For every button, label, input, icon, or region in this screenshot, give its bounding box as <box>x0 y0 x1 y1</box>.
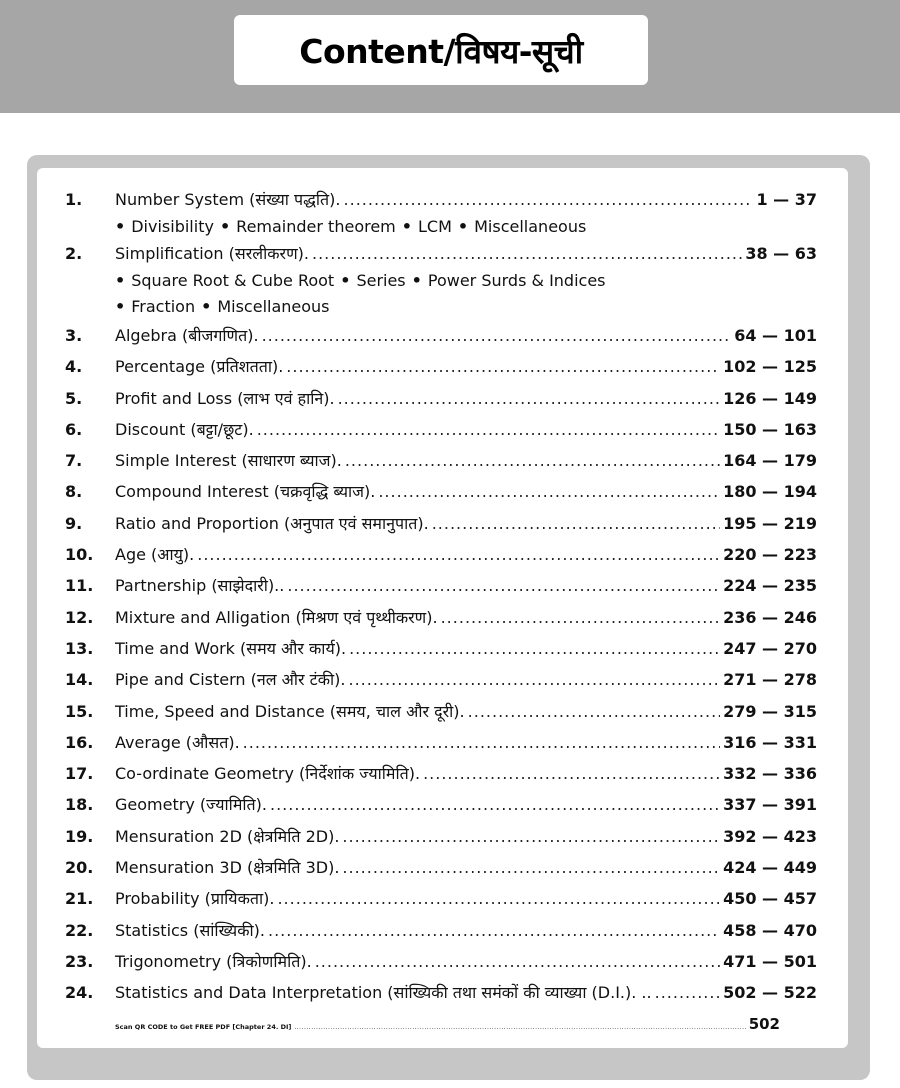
bullet-icon: • <box>115 297 126 316</box>
dot-leader <box>312 240 742 268</box>
toc-number: 3. <box>65 326 83 345</box>
toc-title: Discount (बट्टा/छूट). <box>115 419 254 439</box>
toc-title: Mensuration 2D (क्षेत्रमिति 2D). <box>115 826 340 846</box>
toc-title: Profit and Loss (लाभ एवं हानि). <box>115 388 335 408</box>
dot-leader <box>286 351 720 382</box>
toc-title: Average (औसत). <box>115 732 240 752</box>
toc-subtopic: Divisibility <box>131 217 214 236</box>
toc-number: 16. <box>65 732 94 752</box>
toc-row <box>65 414 817 445</box>
toc-pages: 126 — 149 <box>723 388 817 408</box>
toc-row <box>65 476 817 507</box>
dot-leader <box>270 789 720 820</box>
toc-title: Time, Speed and Distance (समय, चाल और दूरी). <box>115 701 465 721</box>
toc-title: Ratio and Proportion (अनुपात एवं समानुपात). <box>115 513 429 533</box>
toc-row <box>65 696 817 727</box>
title-box <box>234 15 648 85</box>
toc-title: Statistics (सांख्यिकी). <box>115 920 265 940</box>
bullet-icon: • <box>219 217 231 236</box>
toc-subtopic: Miscellaneous <box>217 297 330 316</box>
toc-pages: 236 — 246 <box>723 607 817 627</box>
toc-row <box>65 186 817 214</box>
dot-leader <box>349 664 721 695</box>
toc-subtopic: Power Surds & Indices <box>427 271 606 290</box>
toc-number: 18. <box>65 795 94 815</box>
toc-number: 9. <box>65 513 83 533</box>
toc-number: 23. <box>65 951 94 971</box>
toc-pages: 271 — 278 <box>723 670 817 690</box>
dot-leader <box>423 758 720 789</box>
dot-leader <box>287 570 720 601</box>
toc-subtopic: Fraction <box>131 297 196 316</box>
bullet-icon: • <box>457 217 469 236</box>
toc-number: 22. <box>65 920 94 940</box>
toc-pages: 332 — 336 <box>723 764 817 784</box>
toc-pages: 337 — 391 <box>723 795 817 815</box>
toc-number: 4. <box>65 357 83 377</box>
dot-leader <box>262 320 732 351</box>
toc-number: 14. <box>65 670 94 690</box>
toc-title: Statistics and Data Interpretation (सांख्यिकी तथा समंकों की व्याख्या (D.I.). .. <box>115 983 652 1003</box>
dot-leader <box>342 821 720 852</box>
dot-leader <box>243 727 720 758</box>
toc-number: 10. <box>65 545 94 565</box>
toc-row <box>65 320 817 351</box>
toc-subtopic: Square Root & Cube Root <box>131 271 335 290</box>
toc-title: Mixture and Alligation (मिश्रण एवं पृथ्थीकरण). <box>115 607 438 627</box>
toc-title: Time and Work (समय और कार्य). <box>115 638 347 658</box>
bullet-icon: • <box>115 271 126 290</box>
toc-row <box>65 727 817 758</box>
toc-pages: 458 — 470 <box>723 920 817 940</box>
toc-row <box>65 508 817 539</box>
toc-number: 5. <box>65 388 83 408</box>
dot-leader <box>315 946 720 977</box>
dot-leader <box>338 383 720 414</box>
toc-subtopic: Miscellaneous <box>474 217 587 236</box>
toc-row <box>65 852 817 883</box>
toc-pages: 502 — 522 <box>723 983 817 1003</box>
toc-subtopic: Remainder theorem <box>236 217 396 236</box>
toc-number: 1. <box>65 190 83 209</box>
toc-number: 8. <box>65 482 83 502</box>
toc-pages: 279 — 315 <box>723 701 817 721</box>
toc-subtopic: Series <box>356 271 406 290</box>
bullet-icon: • <box>340 271 351 290</box>
toc-title: Simple Interest (साधारण ब्याज). <box>115 451 342 471</box>
toc-subtopics <box>65 294 817 320</box>
toc-row <box>65 915 817 946</box>
bullet-icon: • <box>201 297 212 316</box>
toc-row <box>65 240 817 268</box>
toc-title: Percentage (प्रतिशतता). <box>115 357 284 377</box>
toc-row <box>65 633 817 664</box>
table-of-contents <box>65 186 817 1037</box>
bullet-icon: • <box>401 217 412 236</box>
toc-pages: 102 — 125 <box>723 357 817 377</box>
toc-pages: 450 — 457 <box>723 889 817 909</box>
toc-row <box>65 570 817 601</box>
toc-pages: 471 — 501 <box>723 951 817 971</box>
toc-pages: 180 — 194 <box>723 482 817 502</box>
toc-title: Mensuration 3D (क्षेत्रमिति 3D). <box>115 858 340 878</box>
dot-leader <box>294 1015 745 1041</box>
toc-row <box>65 351 817 382</box>
dot-leader <box>268 915 720 946</box>
toc-row <box>65 821 817 852</box>
dot-leader <box>197 539 720 570</box>
toc-number: 15. <box>65 701 94 721</box>
toc-number: 19. <box>65 826 94 846</box>
toc-pages: 224 — 235 <box>723 576 817 596</box>
toc-subtopics <box>65 268 817 294</box>
toc-number: 7. <box>65 451 83 471</box>
toc-row <box>65 946 817 977</box>
dot-leader <box>378 476 720 507</box>
toc-number: 13. <box>65 638 94 658</box>
page-title: Content/विषय-सूची <box>299 31 583 71</box>
dot-leader <box>432 508 720 539</box>
dot-leader <box>441 602 720 633</box>
toc-title: Pipe and Cistern (नल और टंकी). <box>115 670 346 690</box>
dot-leader <box>345 445 720 476</box>
toc-title: Probability (प्रायिकता). <box>115 889 275 909</box>
toc-row <box>65 602 817 633</box>
bullet-icon: • <box>115 217 126 236</box>
toc-pages: 38 — 63 <box>745 244 817 263</box>
toc-pages: 220 — 223 <box>723 545 817 565</box>
toc-row <box>65 664 817 695</box>
toc-row <box>65 789 817 820</box>
toc-number: 20. <box>65 858 94 878</box>
toc-title: Partnership (साझेदारी).. <box>115 576 285 596</box>
qr-note-text: Scan QR CODE to Get FREE PDF [Chapter 24. DI] <box>115 1022 292 1031</box>
toc-row <box>65 883 817 914</box>
toc-title: Geometry (ज्यामिति). <box>115 795 267 815</box>
dot-leader <box>344 186 754 214</box>
toc-pages: 1 — 37 <box>756 190 817 209</box>
toc-title: Trigonometry (त्रिकोणमिति). <box>115 951 312 971</box>
toc-pages: 164 — 179 <box>723 451 817 471</box>
toc-number: 6. <box>65 419 83 439</box>
toc-row <box>65 758 817 789</box>
dot-leader <box>342 852 720 883</box>
bullet-icon: • <box>411 271 422 290</box>
toc-number: 24. <box>65 983 94 1003</box>
dot-leader <box>277 883 720 914</box>
toc-pages: 150 — 163 <box>723 419 817 439</box>
toc-title: Co-ordinate Geometry (निर्देशांक ज्यामिति). <box>115 764 421 784</box>
toc-row <box>65 977 817 1008</box>
qr-note-page: 502 <box>748 1014 780 1033</box>
toc-pages: 316 — 331 <box>723 732 817 752</box>
toc-subtopic: LCM <box>418 217 452 236</box>
toc-number: 12. <box>65 607 94 627</box>
toc-pages: 424 — 449 <box>723 858 817 878</box>
toc-pages: 392 — 423 <box>723 826 817 846</box>
toc-title: Age (आयु). <box>115 545 195 565</box>
toc-number: 17. <box>65 764 94 784</box>
dot-leader <box>655 977 720 1008</box>
toc-title: Compound Interest (चक्रवृद्धि ब्याज). <box>115 482 376 502</box>
toc-number: 21. <box>65 889 94 909</box>
toc-pages: 64 — 101 <box>734 326 817 345</box>
toc-pages: 195 — 219 <box>723 513 817 533</box>
dot-leader <box>349 633 720 664</box>
toc-subtopics <box>65 214 817 240</box>
qr-note <box>65 1011 780 1037</box>
toc-title: Algebra (बीजगणित). <box>115 326 259 345</box>
toc-number: 11. <box>65 576 94 596</box>
toc-row <box>65 445 817 476</box>
dot-leader <box>468 696 720 727</box>
dot-leader <box>257 414 720 445</box>
toc-number: 2. <box>65 244 83 263</box>
toc-title: Number System (संख्या पद्धति). <box>115 190 341 209</box>
toc-row <box>65 383 817 414</box>
toc-title: Simplification (सरलीकरण). <box>115 244 309 263</box>
toc-row <box>65 539 817 570</box>
toc-pages: 247 — 270 <box>723 638 817 658</box>
